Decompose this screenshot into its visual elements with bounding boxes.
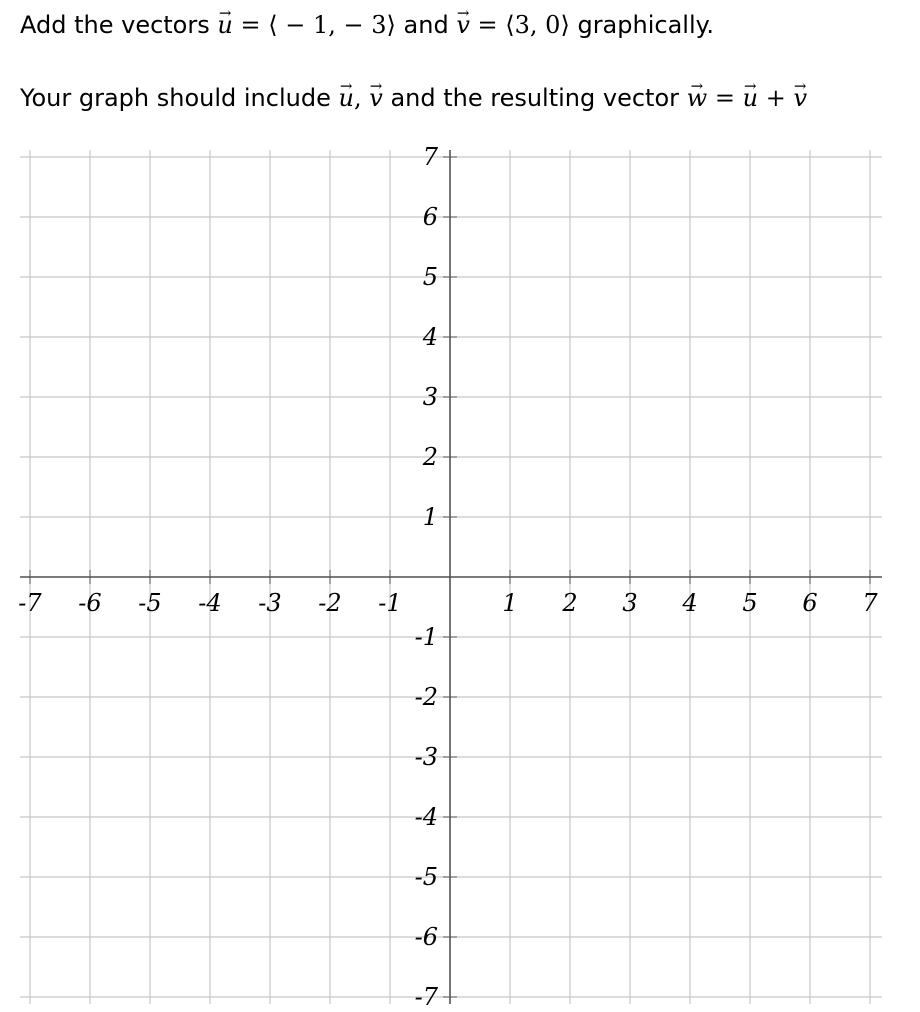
x-tick-label: 4	[682, 589, 698, 617]
y-tick-label: -3	[414, 743, 438, 771]
y-tick-label: -2	[414, 683, 438, 711]
x-tick-label: -1	[378, 589, 402, 617]
x-tick-label: -4	[198, 589, 222, 617]
y-tick-label: 7	[422, 143, 438, 171]
x-tick-label: -2	[318, 589, 342, 617]
axes	[20, 150, 882, 1004]
y-tick-label: -5	[414, 863, 438, 891]
x-tick-label: 2	[562, 589, 578, 617]
plus-sign: +	[765, 84, 786, 112]
and-text: and	[403, 11, 449, 39]
equals-sign-2: =	[477, 11, 498, 39]
prompt-lead-2: Your graph should include	[20, 84, 331, 112]
prompt-mid: and the resulting vector	[390, 84, 679, 112]
y-tick-label: 3	[422, 383, 438, 411]
x-tick-label: 5	[742, 589, 758, 617]
vector-u-value: ⟨ − 1, − 3⟩	[268, 11, 396, 39]
y-tick-label: 1	[422, 503, 438, 531]
x-tick-label: -6	[78, 589, 102, 617]
y-tick-label: -1	[414, 623, 438, 651]
x-tick-label: 7	[862, 589, 878, 617]
y-tick-label: 2	[422, 443, 438, 471]
x-tick-label: 1	[502, 589, 518, 617]
equals-sign-3: =	[714, 84, 735, 112]
vector-u-symbol-3: → u	[743, 83, 758, 113]
prompt-tail: graphically.	[577, 11, 715, 39]
vector-u-symbol-2: → u	[338, 83, 353, 113]
equals-sign: =	[240, 11, 261, 39]
y-tick-label: 6	[422, 203, 438, 231]
x-tick-label: -3	[258, 589, 282, 617]
x-tick-label: -7	[18, 589, 42, 617]
prompt-lead: Add the vectors	[20, 11, 210, 39]
vector-v-symbol: → v	[456, 10, 470, 40]
x-tick-label: 3	[622, 589, 638, 617]
vector-v-symbol-3: → v	[793, 83, 807, 113]
comma: ,	[353, 84, 362, 112]
vector-v-value: ⟨3, 0⟩	[505, 11, 570, 39]
x-tick-label: 6	[802, 589, 818, 617]
x-tick-label: -5	[138, 589, 162, 617]
vector-u-symbol: → u	[217, 10, 232, 40]
y-tick-label: -7	[414, 983, 438, 1011]
y-tick-label: -4	[414, 803, 438, 831]
y-tick-label: -6	[414, 923, 438, 951]
vector-w-symbol: → w	[687, 83, 708, 113]
y-tick-label: 5	[422, 263, 438, 291]
vector-v-symbol-2: → v	[369, 83, 383, 113]
y-tick-label: 4	[422, 323, 438, 351]
